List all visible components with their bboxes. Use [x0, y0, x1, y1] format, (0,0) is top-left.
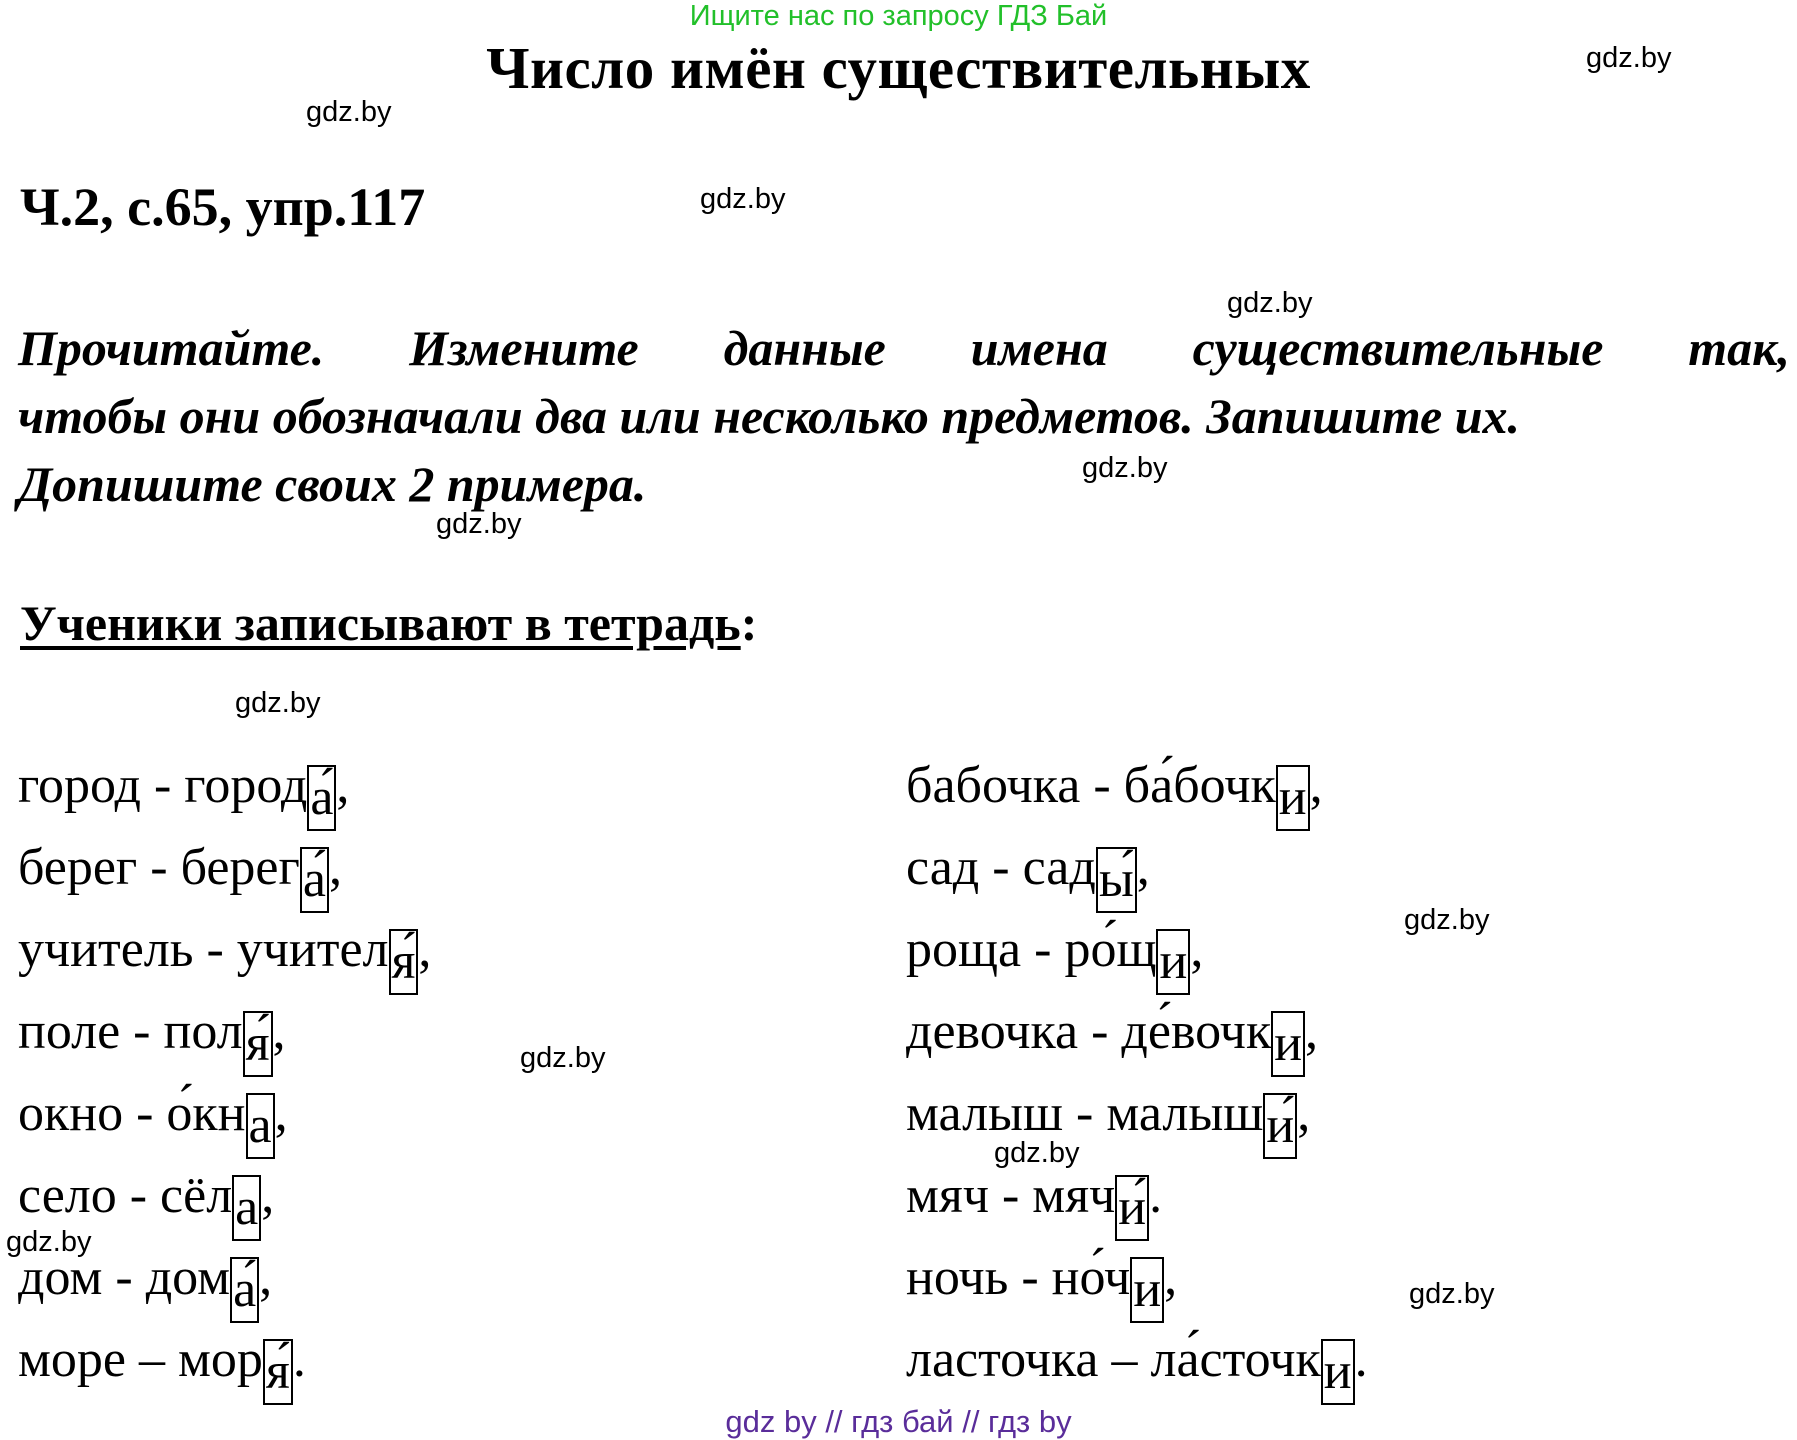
word-pair-text: роща - ро́щ [906, 921, 1157, 978]
ending-box: и́ [1115, 1175, 1149, 1241]
word-pair-text: окно - о́кн [18, 1085, 246, 1142]
punctuation: , [259, 1249, 273, 1306]
task-line: Допишите своих 2 примера. [18, 456, 647, 512]
ending-box: а [246, 1093, 275, 1159]
ending-box: и [1276, 765, 1310, 831]
search-hint: Ищите нас по запросу ГДЗ Бай [689, 0, 1108, 32]
word-pair [18, 1166, 274, 1241]
punctuation: . [292, 1331, 306, 1388]
punctuation: , [261, 1167, 275, 1224]
ending-box: и [1130, 1257, 1164, 1323]
page-title: Число имён существительных [486, 35, 1311, 101]
word-pair-text: город - город [18, 757, 308, 814]
watermark: gdz.by [1586, 42, 1672, 74]
punctuation: , [336, 757, 350, 814]
word-pair [906, 1330, 1368, 1405]
word-pair [906, 1084, 1310, 1159]
word-pair-text: ночь - но́ч [906, 1249, 1131, 1306]
ending-box: ы́ [1096, 847, 1137, 913]
word-pair [18, 1084, 288, 1159]
word-pair [18, 1330, 306, 1405]
word-pair-text: дом - дом [18, 1249, 231, 1306]
word-pair-text: учитель - учител [18, 921, 389, 978]
word-pair [18, 1248, 272, 1323]
punctuation: , [1164, 1249, 1178, 1306]
word-pair-text: бабочка - ба́бочк [906, 757, 1276, 814]
word-pair-text: ласточка – ла́сточк [906, 1331, 1321, 1388]
ending-box: и [1156, 929, 1190, 995]
task-line: Прочитайте. Измените данные имена существительные так, [18, 320, 1790, 376]
ending-box: а́ [230, 1257, 259, 1323]
word-pair-text: море – мор [18, 1331, 263, 1388]
word-pair [18, 1002, 286, 1077]
word-pair [906, 838, 1150, 913]
word-pair [18, 756, 349, 831]
footer: gdz by // гдз бай // гдз by [725, 1404, 1072, 1439]
punctuation: , [328, 839, 342, 896]
task-text [18, 314, 1790, 518]
punctuation: , [1297, 1085, 1311, 1142]
word-pair-text: берег - берег [18, 839, 300, 896]
watermark: gdz.by [1227, 287, 1313, 319]
watermark: gdz.by [235, 687, 321, 719]
punctuation: , [418, 921, 432, 978]
word-pair [906, 920, 1203, 995]
word-pair-text: малыш - малыш [906, 1085, 1264, 1142]
ending-box: я́ [389, 929, 419, 995]
ending-box: а [232, 1175, 261, 1241]
ending-box: и [1321, 1339, 1355, 1405]
ending-box: а́ [307, 765, 336, 831]
ending-box: и́ [1263, 1093, 1297, 1159]
watermark: gdz.by [1409, 1278, 1495, 1310]
students-heading-colon: : [740, 595, 758, 651]
word-pair [906, 1002, 1318, 1077]
exercise-reference: Ч.2, с.65, упр.117 [20, 177, 426, 237]
watermark: gdz.by [1404, 904, 1490, 936]
punctuation: , [1136, 839, 1150, 896]
punctuation: , [272, 1003, 286, 1060]
word-pair-text: поле - пол [18, 1003, 243, 1060]
watermark: gdz.by [6, 1226, 92, 1258]
ending-box: и [1271, 1011, 1305, 1077]
ending-box: а́ [300, 847, 329, 913]
watermark: gdz.by [520, 1042, 606, 1074]
word-pair-text: девочка - де́вочк [906, 1003, 1272, 1060]
punctuation: , [1305, 1003, 1319, 1060]
word-pair-text: сад - сад [906, 839, 1096, 896]
word-pair [18, 838, 342, 913]
word-pair-text: село - сёл [18, 1167, 233, 1224]
ending-box: я́ [243, 1011, 273, 1077]
punctuation: , [1190, 921, 1204, 978]
word-pair [906, 756, 1323, 831]
word-pair [18, 920, 431, 995]
students-heading-text: Ученики записывают в тетрадь [20, 595, 741, 651]
watermark: gdz.by [436, 508, 522, 540]
watermark: gdz.by [306, 96, 392, 128]
ending-box: я́ [263, 1339, 293, 1405]
punctuation: . [1354, 1331, 1368, 1388]
word-pair [906, 1166, 1162, 1241]
word-pair-text: мяч - мяч [906, 1167, 1116, 1224]
punctuation: , [274, 1085, 288, 1142]
punctuation: , [1309, 757, 1323, 814]
task-line: чтобы они обозначали два или несколько предметов. Запишите их. [18, 388, 1521, 444]
students-heading [20, 594, 757, 652]
watermark: gdz.by [700, 183, 786, 215]
watermark: gdz.by [1082, 452, 1168, 484]
word-pair [906, 1248, 1177, 1323]
watermark: gdz.by [994, 1137, 1080, 1169]
punctuation: . [1149, 1167, 1163, 1224]
